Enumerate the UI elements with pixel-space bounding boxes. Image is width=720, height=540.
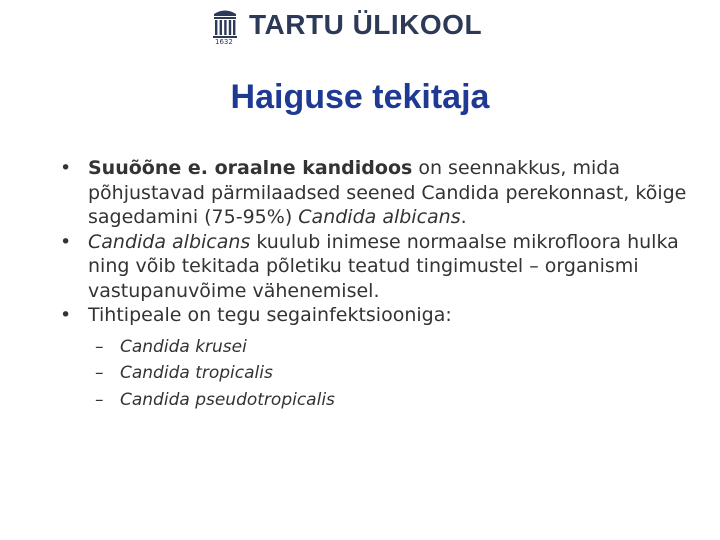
sub-item-text: Candida pseudotropicalis <box>120 389 335 410</box>
dash-marker: – <box>95 336 104 357</box>
bullet-2-italic: Candida albicans <box>88 230 251 253</box>
slide-title: Haiguse tekitaja <box>230 78 490 116</box>
bullet-marker: • <box>60 157 72 179</box>
dash-marker: – <box>95 363 104 383</box>
bullet-item-1 <box>60 156 690 230</box>
bullet-2-text: kuulub inimese normaalse mikrofloora hulka ning võib tekitada põletiku teatud tingimustel – organismi vastupanuvõime vähenemisel. <box>88 230 679 302</box>
logo-wordmark: TARTU ÜLIKOOL <box>249 9 483 40</box>
sub-item-text: Candida tropicalis <box>120 363 273 383</box>
bullet-3-text: Tihtipeale on tegu segainfektsiooniga: <box>88 304 452 326</box>
sub-item <box>60 387 690 414</box>
bullet-1-text: on seennakkus, mida põhjustavad pärmilaadsed seened Candida perekonnast, kõige sagedamini (75-95%) <box>88 157 687 228</box>
sub-item <box>60 334 690 361</box>
dash-marker: – <box>95 389 104 410</box>
logo-year: 1632 <box>215 38 233 46</box>
university-logo <box>211 6 501 46</box>
bullet-item-3 <box>60 303 690 328</box>
slide-body <box>60 156 690 413</box>
sub-list <box>60 334 690 414</box>
bullet-item-2 <box>60 230 690 304</box>
bullet-1-italic: Candida albicans <box>298 206 461 228</box>
bullet-marker: • <box>60 230 72 253</box>
sub-item-text: Candida krusei <box>120 336 247 357</box>
bullet-1-bold: Suuõõne e. oraalne kandidoos <box>88 157 413 179</box>
sub-item <box>60 360 690 387</box>
bullet-marker: • <box>60 304 72 326</box>
bullet-1-end: . <box>460 206 467 228</box>
